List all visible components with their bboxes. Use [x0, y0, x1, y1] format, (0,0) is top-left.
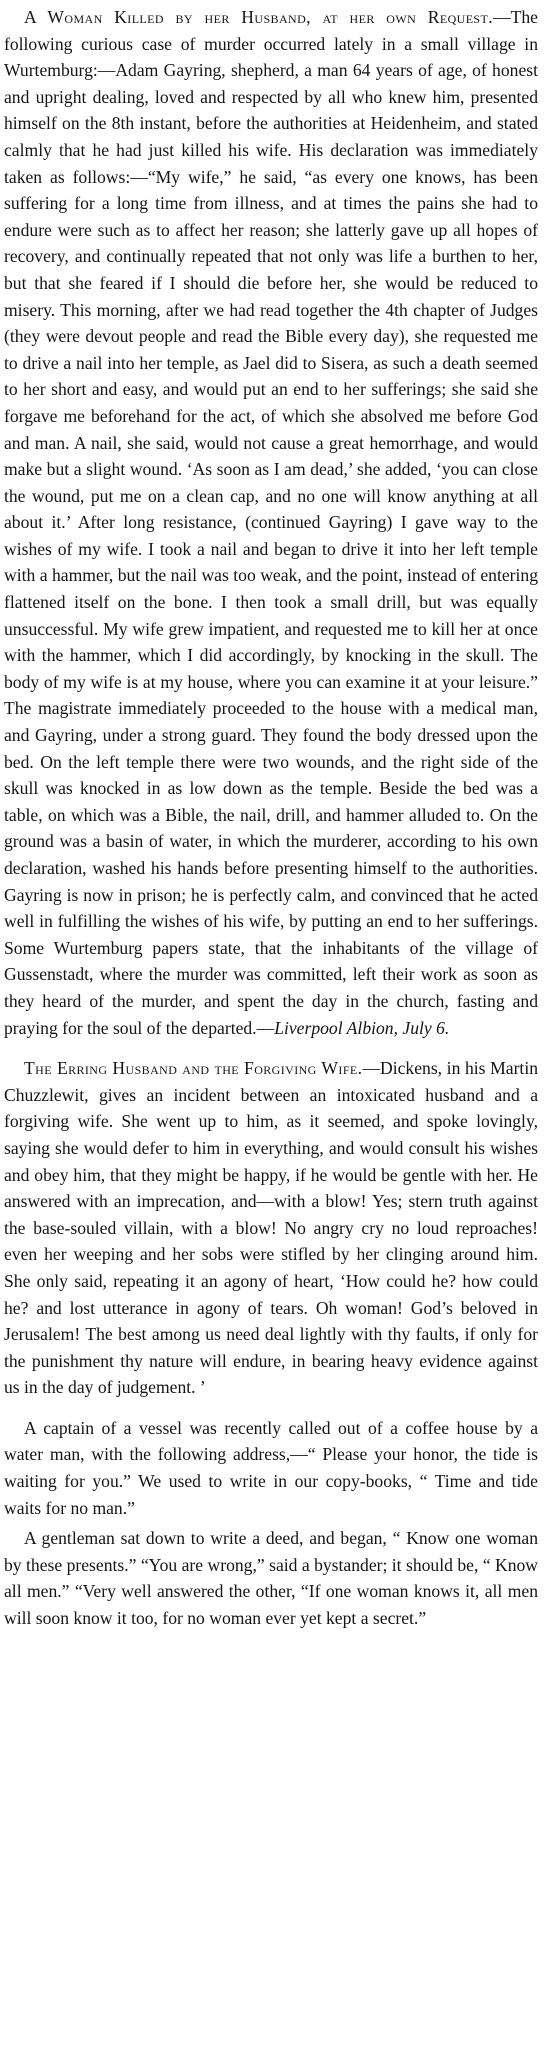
article-source: Liverpool Albion, July 6. — [274, 1017, 450, 1038]
article-paragraph — [4, 1415, 538, 1521]
article-erring-husband — [4, 1055, 538, 1401]
article-gap — [4, 1041, 538, 1055]
article-body: A gentleman sat down to write a deed, and began, “ Know one woman by these presents.” “You are wrong,” said a bystander; it should be, “ Know all men.” “Very well answered the other, “If one woman knows it, all men will soon know it too, for no woman ever yet kept a secret.” — [4, 1528, 538, 1629]
article-paragraph — [4, 1525, 538, 1631]
article-heading: A Woman Killed by her Husband, at her own Request. — [24, 7, 494, 27]
article-gap — [4, 1401, 538, 1415]
article-deed-secret — [4, 1525, 538, 1631]
article-heading: The Erring Husband and the Forgiving Wife. — [24, 1058, 363, 1079]
article-paragraph — [4, 1055, 538, 1401]
article-woman-killed — [4, 4, 538, 1041]
article-paragraph — [4, 4, 538, 1041]
article-body: A captain of a vessel was recently called out of a coffee house by a water man, with the following address,—“ Please your honor, the tide is waiting for you.” We used to write in our copy-books, “ Time and tide waits for no man.” — [4, 1417, 538, 1518]
article-body: —Dickens, in his Martin Chuzzlewit, gives an incident between an intoxicated husband and a forgiving wife. She went up to him, as it seemed, and spoke lovingly, saying she would defer to him in everything, and would consult his wishes and obey him, that they might be happy, if he would be gentle with her. He answered with an imprecation, and—with a blow! Yes; stern truth against the base-souled villain, with a blow! No angry cry no loud reproaches! even her weeping and her sobs were stifled by her clinging around him. She only said, repeating it an agony of heart, ‘How could he? how could he? and lost utterance in agony of tears. Oh woman! God’s beloved in Jerusalem! The best among us need deal lightly with thy faults, if only for the punishment thy nature will endure, in bearing heavy evidence against us in the day of judgement. ’ — [4, 1058, 538, 1398]
article-body: —The following curious case of murder occurred lately in a small village in Wurtemburg:—Adam Gayring, shepherd, a man 64 years of age, of honest and upright dealing, loved and respected by all who knew him, presented himself on the 8th instant, before the authorities at Heidenheim, and stated calmly that he had just killed his wife. His declaration was immediately taken as follows:—“My wife,” he said, “as every one knows, has been suffering for a long time from illness, and at times the pains she had to endure were such as to affect her reason; she latterly gave up all hopes of recovery, and continually repeated that not only was life a burthen to her, but that she feared if I should die before her, she would be reduced to misery. This morning, after we had read together the 4th chapter of Judges (they were devout people and read the Bible every day), she requested me to drive a nail into her temple, as Jael did to Sisera, as such a death seemed to her short and easy, and would put an end to her sufferings; she said she forgave me beforehand for the act, of which she absolved me before God and man. A nail, she said, would not cause a great hemorrhage, and would make but a slight wound. ‘As soon as I am dead,’ she added, ‘you can close the wound, put me on a clean cap, and no one will know anything at all about it.’ After long resistance, (continued Gayring) I gave way to the wishes of my wife. I took a nail and began to drive it into her left temple with a hammer, but the nail was too weak, and the point, instead of entering flattened itself on the bone. I then took a small drill, but was equally unsuccessful. My wife grew impatient, and requested me to kill her at once with the hammer, which I did accordingly, by knocking in the skull. The body of my wife is at my house, where you can examine it at your leisure.” The magistrate immediately proceeded to the house with a medical man, and Gayring, under a strong guard. They found the body dressed upon the bed. On the left temple there were two wounds, and the right side of the skull was knocked in as low down as the temple. Beside the bed was a table, on which was a Bible, the nail, drill, and hammer alluded to. On the ground was a basin of water, in which the murderer, according to his own declaration, washed his hands before presenting himself to the authorities. Gayring is now in prison; he is perfectly calm, and convinced that he acted well in fulfilling the wishes of his wife, by putting an end to her sufferings. Some Wurtemburg papers state, that the inhabitants of the village of Gussenstadt, where the murder was committed, left their work as soon as they heard of the murder, and spent the day in the church, fasting and praying for the soul of the departed.— — [4, 7, 538, 1038]
article-captain-tide — [4, 1415, 538, 1521]
